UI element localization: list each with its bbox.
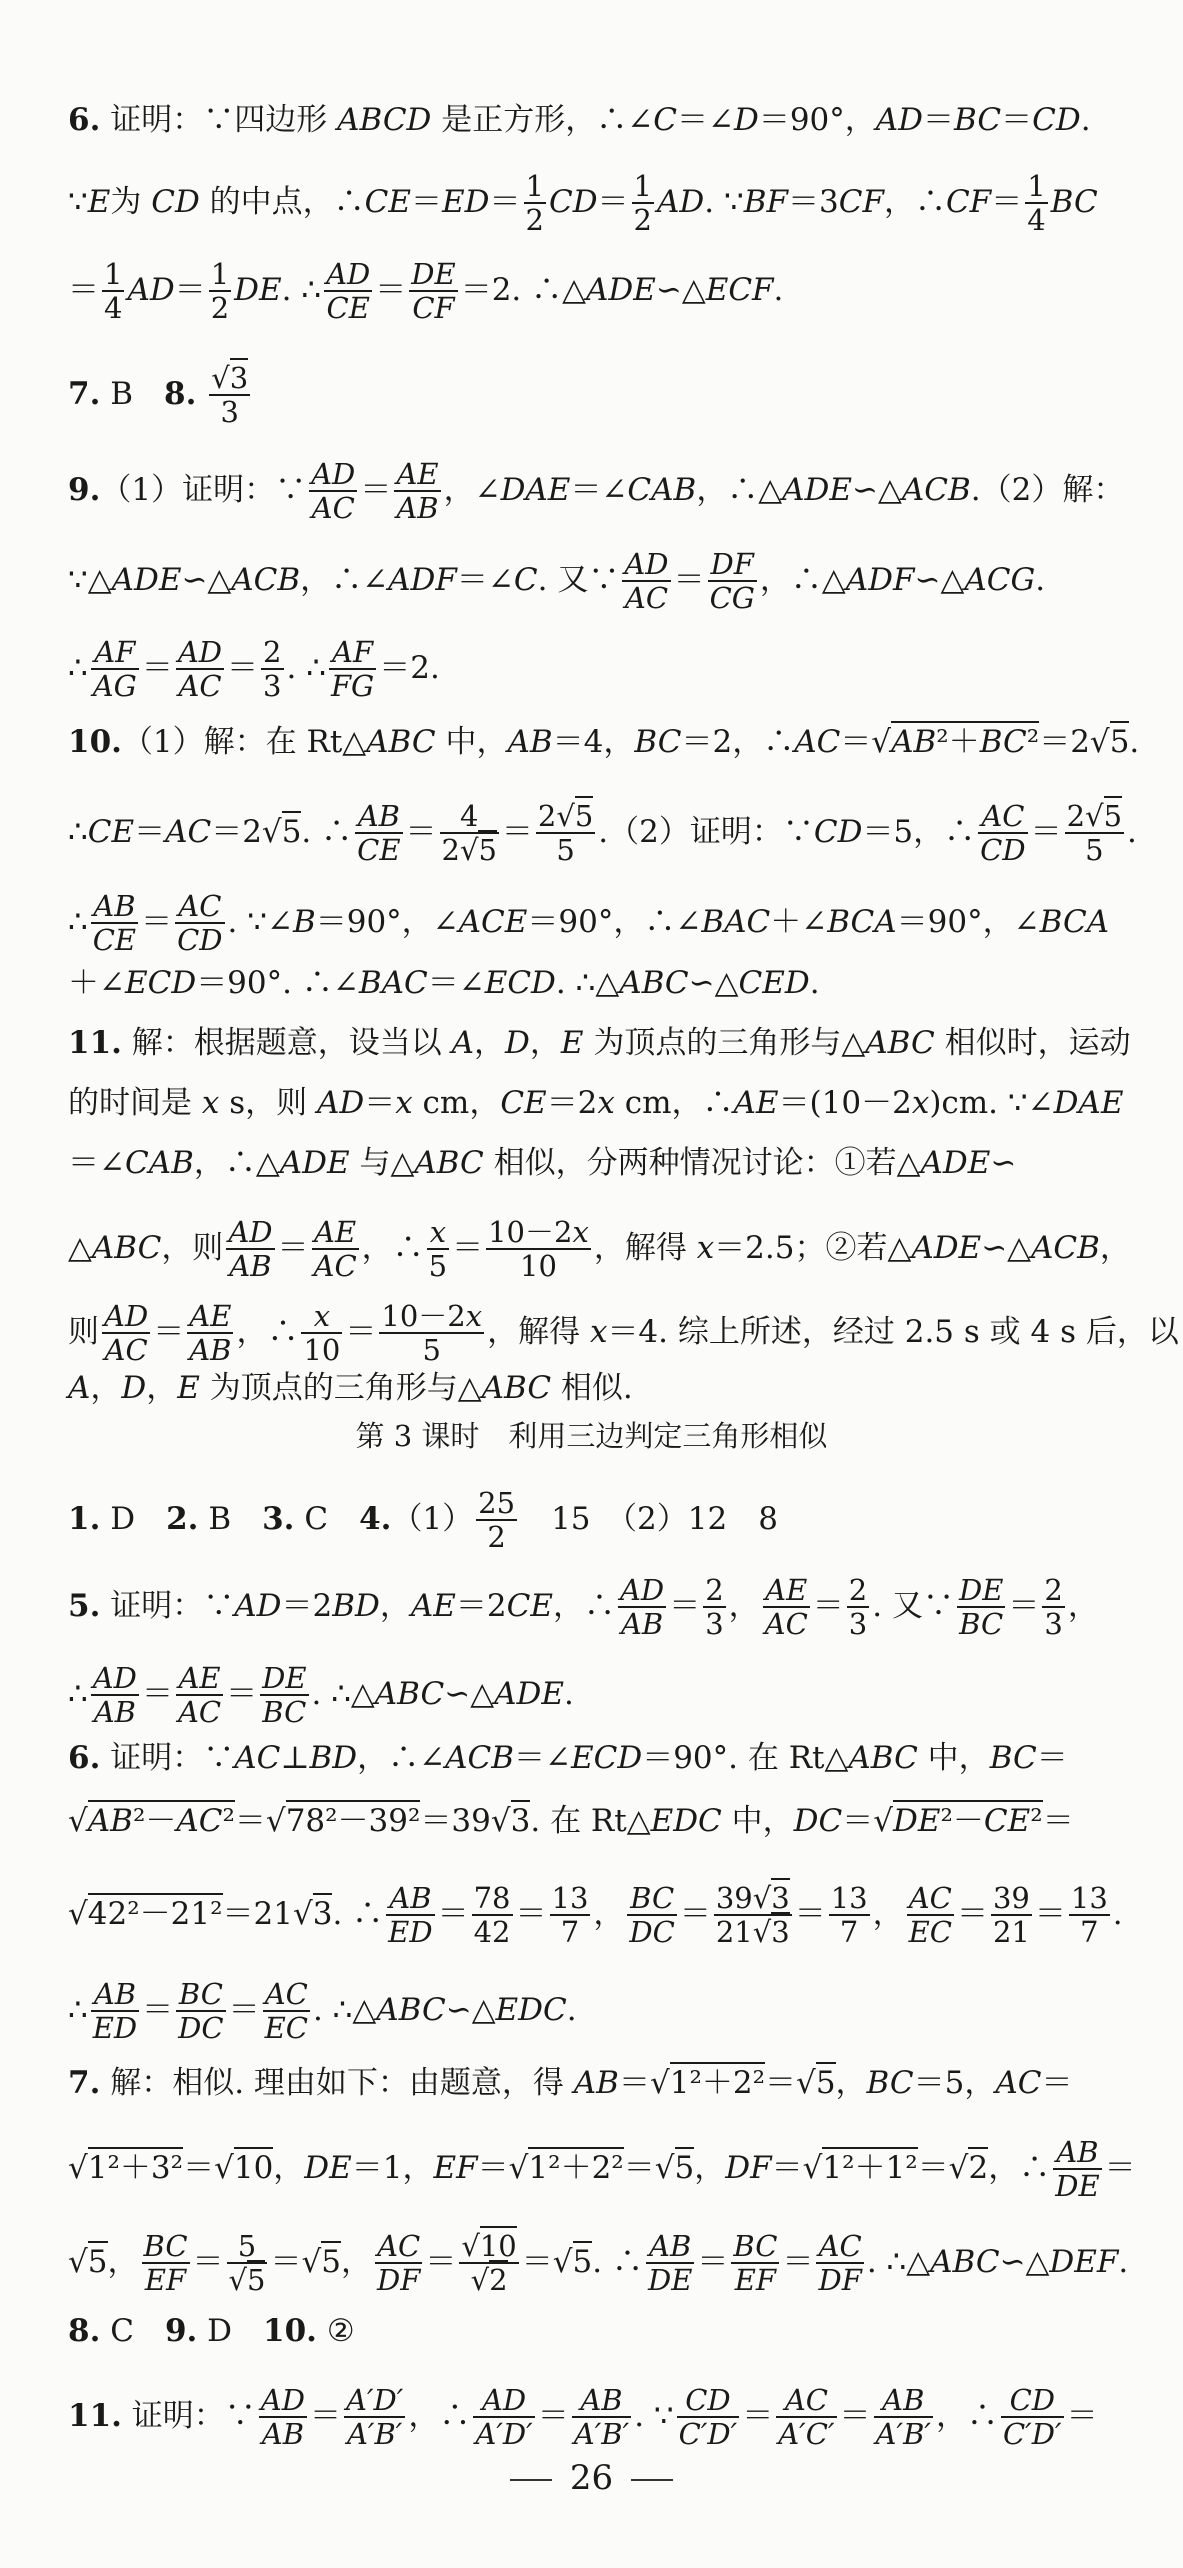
text-line: 7. 解：相似. 理由如下：由题意，得 AB＝√1²＋2²＝√5，BC＝5，AC＝ bbox=[68, 2063, 1118, 2103]
text-line: △ABC，则 $\frac{AD}{AB}$ ＝ $\frac{AE}{AC}$ ，∴ $\frac{x}{5}$ ＝ $\frac{10-2x}{10}$ ，解得 x＝2.5；②若△ADE∽△ACB， bbox=[68, 1215, 1131, 1283]
text-line: ∵△ADE∽△ACB，∴∠ADF＝∠C. 又∵ $\frac{AD}{AC}$ ＝ $\frac{DF}{CG}$ ，∴△ADF∽△ACG. bbox=[68, 547, 1046, 615]
text-line: ∴ $\frac{AB}{CE}$ ＝ $\frac{AC}{CD}$ . ∵∠B＝90°，∠ACE＝90°，∴∠BAC＋∠BCA＝90°，∠BCA bbox=[68, 889, 1110, 957]
text-line: ∴CE＝AC＝2√5. ∴ $\frac{AB}{CE}$ ＝ $\frac{4}{2√5}$ ＝ $\frac{2√5}{5}$ .（2）证明：∵CD＝5，∴ $\frac{AC}{CD}$ ＝ $\frac{2√5}{5}$ . bbox=[68, 800, 1118, 866]
text-line: 11. 证明：∵ $\frac{AD}{AB}$ ＝ $\frac{A'D'}{A'B'}$ ，∴ $\frac{AD}{A'D'}$ ＝ $\frac{AB}{A'B'}$ . ∵ $\frac{CD}{C'D'}$ ＝ $\frac{AC}{A'C'}$ ＝ $\frac{AB}{A'B'}$ ，∴ $\frac{CD}{C'D'}$ ＝ bbox=[68, 2383, 1098, 2451]
section-title: 第 3 课时 利用三边判定三角形相似 bbox=[355, 1419, 828, 1453]
text-line: ＝∠CAB，∴△ADE 与△ABC 相似，分两种情况讨论：①若△ADE∽ bbox=[68, 1145, 1017, 1181]
text-line: 的时间是 x s，则 AD＝x cm，CE＝2x cm，∴AE＝(10－2x)cm. ∵∠DAE bbox=[68, 1085, 1124, 1121]
text-line: ∴ $\frac{AD}{AB}$ ＝ $\frac{AE}{AC}$ ＝ $\frac{DE}{BC}$ . ∴△ABC∽△ADE. bbox=[68, 1661, 574, 1729]
text-line: √1²＋3²＝√10，DE＝1，EF＝√1²＋2²＝√5，DF＝√1²＋1²＝√2，∴ $\frac{AB}{DE}$ ＝ bbox=[68, 2135, 1136, 2203]
text-line: 7. B 8. $\frac{√3}{3}$ bbox=[68, 362, 1118, 428]
text-line: ∴ $\frac{AF}{AG}$ ＝ $\frac{AD}{AC}$ ＝ $\frac{2}{3}$ . ∴ $\frac{AF}{FG}$ ＝2. bbox=[68, 635, 440, 703]
page-number-text: 26 bbox=[569, 2458, 614, 2498]
text-line: ＋∠ECD＝90°. ∴∠BAC＝∠ECD. ∴△ABC∽△CED. bbox=[68, 965, 820, 1001]
text-line: 8. C 9. D 10. ② bbox=[68, 2313, 355, 2349]
text-line: √5， $\frac{BC}{EF}$ ＝ $\frac{5}{√5}$ ＝√5， $\frac{AC}{DF}$ ＝ $\frac{√10}{√2}$ ＝√5. ∴ $\frac{AB}{DE}$ ＝ $\frac{BC}{EF}$ ＝ $\frac{AC}{DF}$ . ∴△ABC∽△DEF. bbox=[68, 2230, 1118, 2296]
text-line: √AB²－AC²＝√78²－39²＝39√3. 在 Rt△EDC 中，DC＝√DE²－CE²＝ bbox=[68, 1801, 1118, 1841]
text-line: 则 $\frac{AD}{AC}$ ＝ $\frac{AE}{AB}$ ，∴ $\frac{x}{10}$ ＝ $\frac{10-2x}{5}$ ，解得 x＝4. 综上所述，经过 2.5 s 或 4 s 后，以 bbox=[68, 1299, 1179, 1367]
text-line: 1. D 2. B 3. C 4.（1） $\frac{25}{2}$ 15 （2）12 8 bbox=[68, 1486, 778, 1554]
divider bbox=[510, 2479, 552, 2481]
text-line: 6. 证明：∵AC⊥BD，∴∠ACB＝∠ECD＝90°. 在 Rt△ABC 中，BC＝ bbox=[68, 1740, 1068, 1776]
text-line: ∵E为 CD 的中点，∴CE＝ED＝ $\frac{1}{2}$ CD＝ $\frac{1}{2}$ AD. ∵BF＝3CF，∴CF＝ $\frac{1}{4}$ BC bbox=[68, 169, 1098, 237]
text-line: 10.（1）解：在 Rt△ABC 中，AB＝4，BC＝2，∴AC＝√AB²＋BC²＝2√5. bbox=[68, 722, 1118, 762]
text-line: √42²－21²＝21√3. ∴ $\frac{AB}{ED}$ ＝ $\frac{78}{42}$ ＝ $\frac{13}{7}$ ， $\frac{BC}{DC}$ ＝ $\frac{39√3}{21√3}$ ＝ $\frac{13}{7}$ ， $\frac{AC}{EC}$ ＝ $\frac{39}{21}$ ＝ $\frac{13}{7}$ . bbox=[68, 1882, 1118, 1948]
text-line: ＝ $\frac{1}{4}$ AD＝ $\frac{1}{2}$ DE. ∴ $\frac{AD}{CE}$ ＝ $\frac{DE}{CF}$ ＝2. ∴△ADE∽△ECF. bbox=[68, 257, 784, 325]
text-line: 9.（1）证明：∵ $\frac{AD}{AC}$ ＝ $\frac{AE}{AB}$ ，∠DAE＝∠CAB，∴△ADE∽△ACB.（2）解： bbox=[68, 457, 1125, 525]
text-line: ∴ $\frac{AB}{ED}$ ＝ $\frac{BC}{DC}$ ＝ $\frac{AC}{EC}$ . ∴△ABC∽△EDC. bbox=[68, 1977, 577, 2045]
text-line: A，D，E 为顶点的三角形与△ABC 相似. bbox=[68, 1370, 633, 1406]
text-line: 11. 解：根据题意，设当以 A，D，E 为顶点的三角形与△ABC 相似时，运动 bbox=[68, 1025, 1131, 1061]
divider bbox=[631, 2479, 673, 2481]
text-line: 6. 证明：∵四边形 ABCD 是正方形，∴∠C＝∠D＝90°，AD＝BC＝CD. bbox=[68, 102, 1091, 138]
page-number bbox=[0, 2458, 1183, 2498]
text-line: 5. 证明：∵AD＝2BD，AE＝2CE，∴ $\frac{AD}{AB}$ ＝ $\frac{2}{3}$ ， $\frac{AE}{AC}$ ＝ $\frac{2}{3}$ . 又∵ $\frac{DE}{BC}$ ＝ $\frac{2}{3}$ ， bbox=[68, 1573, 1099, 1641]
